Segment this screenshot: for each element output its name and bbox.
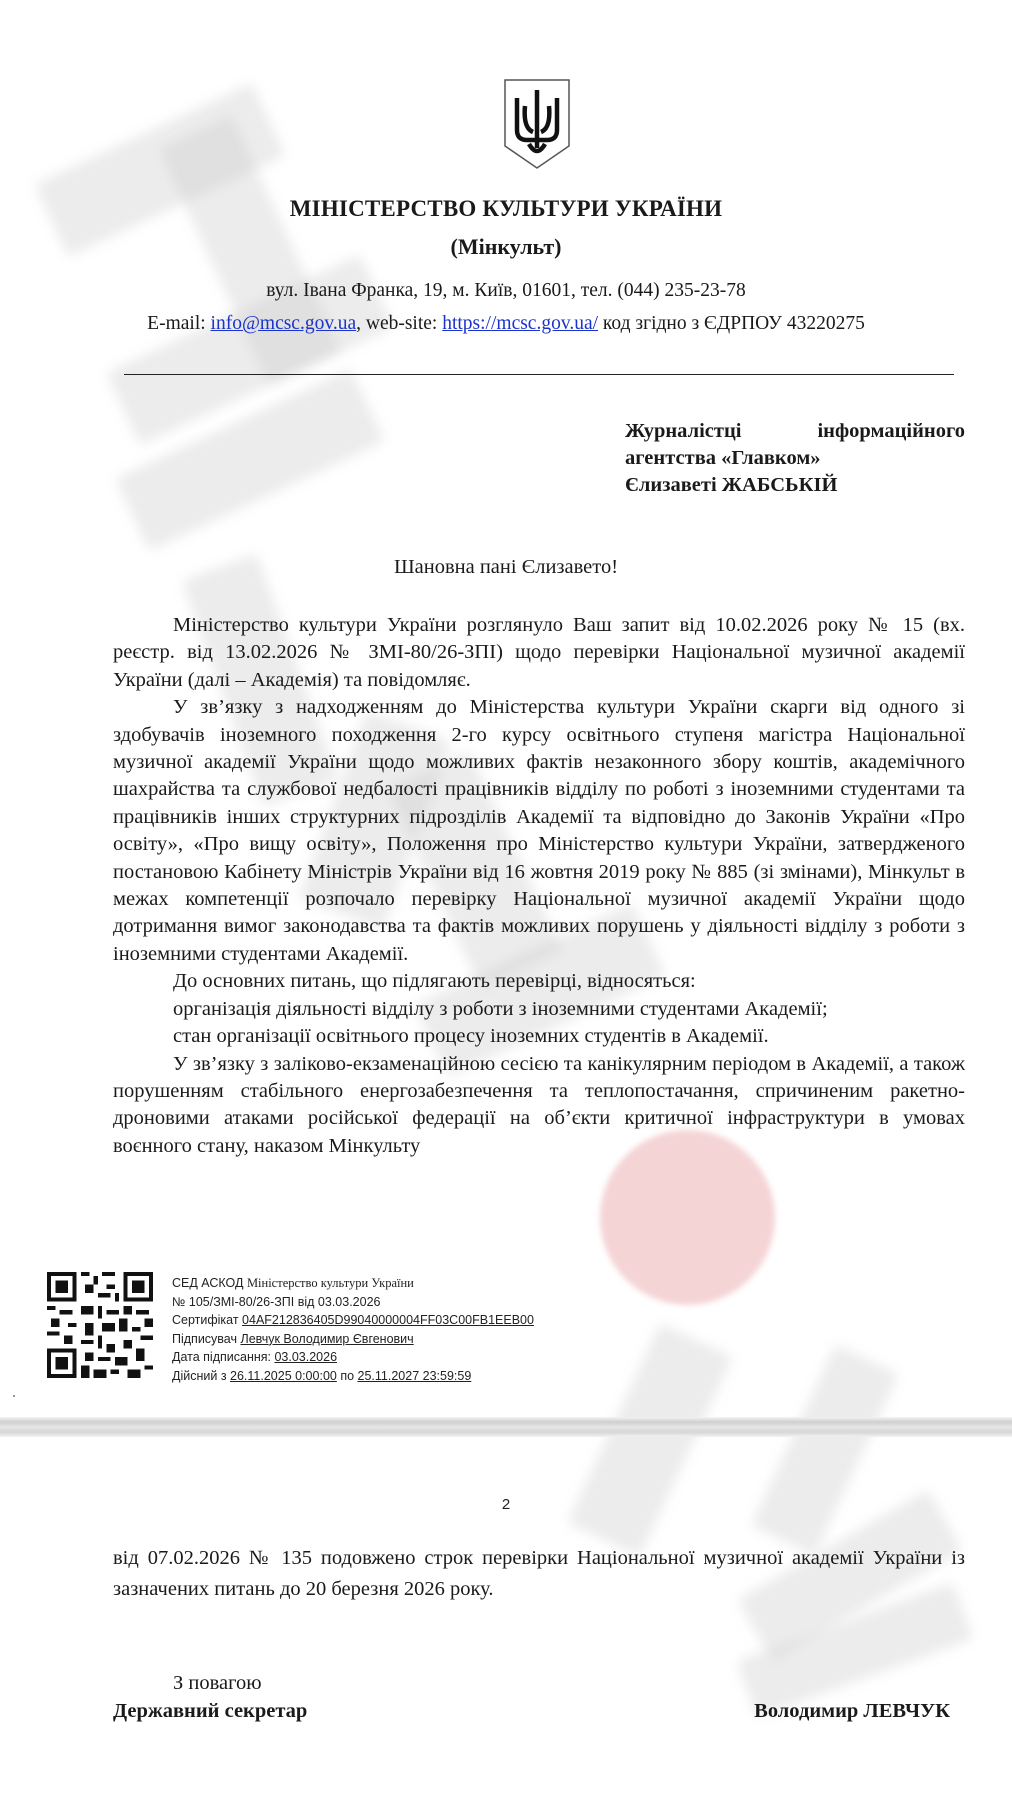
stamp-date: 03.03.2026 — [274, 1350, 338, 1365]
website-link[interactable]: https://mcsc.gov.ua/ — [442, 313, 599, 334]
stamp-date-line: Дата підписання: 03.03.2026 — [172, 1350, 338, 1365]
stamp-reg-number: № 105/ЗМІ-80/26-ЗПІ від 03.03.2026 — [172, 1294, 381, 1309]
continuation-paragraph: від 07.02.2026 № 135 подовжено строк перевірки Національної музичної академії України із зазначених питань до 20 березня 2026 року. — [113, 1547, 965, 1600]
greeting: Шановна пані Єлизавето! — [393, 556, 619, 578]
website-label: , web-site: — [356, 313, 443, 334]
stamp-valid-to: 25.11.2027 23:59:59 — [357, 1368, 472, 1383]
stamp-organization: Міністерство культури України — [246, 1276, 414, 1290]
list-item-1: організація діяльності відділу з роботи з іноземними студентами Академії; — [173, 997, 828, 1020]
stamp-signer: Левчук Володимир Євгенович — [240, 1331, 414, 1346]
paragraph-3: До основних питань, що підлягають перевірці, відносяться: — [173, 970, 696, 993]
email-label: E-mail: — [147, 313, 211, 334]
stamp-certificate: 04AF212836405D99040000004FF03C00FB1EEB00 — [242, 1313, 534, 1328]
addressee-line-1: Журналістці інформаційного — [625, 420, 965, 442]
paragraph-2: У зв’язку з надходженням до Міністерства культури України скарги від одного зі здобувачів іноземного походження 2-го курсу освітнього ступеня магістра Національної музичної академії України щодо можливих фактів незаконного збору коштів, академічного шахрайства та службової недбалості працівників відділу по роботі з іноземними студентами та працівників інших структурних підрозділів Академії та відповідно до Законів України «Про освіту», «Про вищу освіту», Положення про Міністерство культури України, затвердженого постановою Кабінету Міністрів України від 16 жовтня 2019 року № 885 (зі змінами), Мінкульт в межах компетенції розпочало перевірку Національної музичної академії України щодо дотримання вимог законодавства та фактів можливих порушень у діяльності відділу з роботи з іноземними студентами Академії. — [113, 696, 965, 965]
list-item-2: стан організації освітнього процесу іноземних студентів в Академії. — [173, 1025, 769, 1048]
page-number: 2 — [501, 1496, 511, 1513]
addressee-line-2: агентства «Главком» — [625, 447, 821, 469]
ministry-address: вул. Івана Франка, 19, м. Київ, 01601, тел. (044) 235-23-78 — [266, 280, 746, 301]
stamp-signer-line: Підписувач Левчук Володимир Євгенович — [172, 1331, 414, 1346]
page-break-separator — [0, 1417, 1012, 1437]
email-link[interactable]: info@mcsc.gov.ua — [210, 313, 357, 334]
addressee-line-3: Єлизаветі ЖАБСЬКІЙ — [625, 474, 838, 496]
signer-position: Державний секретар — [113, 1700, 308, 1722]
stamp-validity-line: Дійсний з 26.11.2025 0:00:00 по 25.11.2027 23:59:59 — [172, 1368, 472, 1383]
ministry-short-name: (Мінкульт) — [450, 234, 562, 259]
edrpou-code: код згідно з ЄДРПОУ 43220275 — [598, 313, 865, 334]
stamp-system: СЕД АСКОД — [172, 1276, 244, 1290]
signer-name: Володимир ЛЕВЧУК — [754, 1700, 950, 1722]
paragraph-1: Міністерство культури України розглянуло Ваш запит від 10.02.2026 року № 15 (вх. реєстр. від 13.02.2026 № ЗМІ-80/26-ЗПІ) щодо перевірки Національної музичної академії України (далі – Академія) та повідомляє. — [113, 614, 965, 691]
stamp-valid-from: 26.11.2025 0:00:00 — [230, 1368, 337, 1383]
ministry-name: МІНІСТЕРСТВО КУЛЬТУРИ УКРАЇНИ — [289, 196, 723, 221]
closing-phrase: З повагою — [173, 1672, 262, 1694]
paragraph-4: У зв’язку з заліково-екзаменаційною сесією та канікулярним періодом в Академії, а також порушенням стабільного енергозабезпечення та теплопостачання, спричиненим ракетно-дроновими атаками російської федерації на об’єкти критичної інфраструктури в умовах воєнного стану, наказом Мінкульту — [113, 1052, 965, 1157]
stamp-certificate-line: Сертифікат 04AF212836405D99040000004FF03C00FB1EEB00 — [172, 1313, 534, 1328]
continuation-text — [113, 1543, 965, 1605]
